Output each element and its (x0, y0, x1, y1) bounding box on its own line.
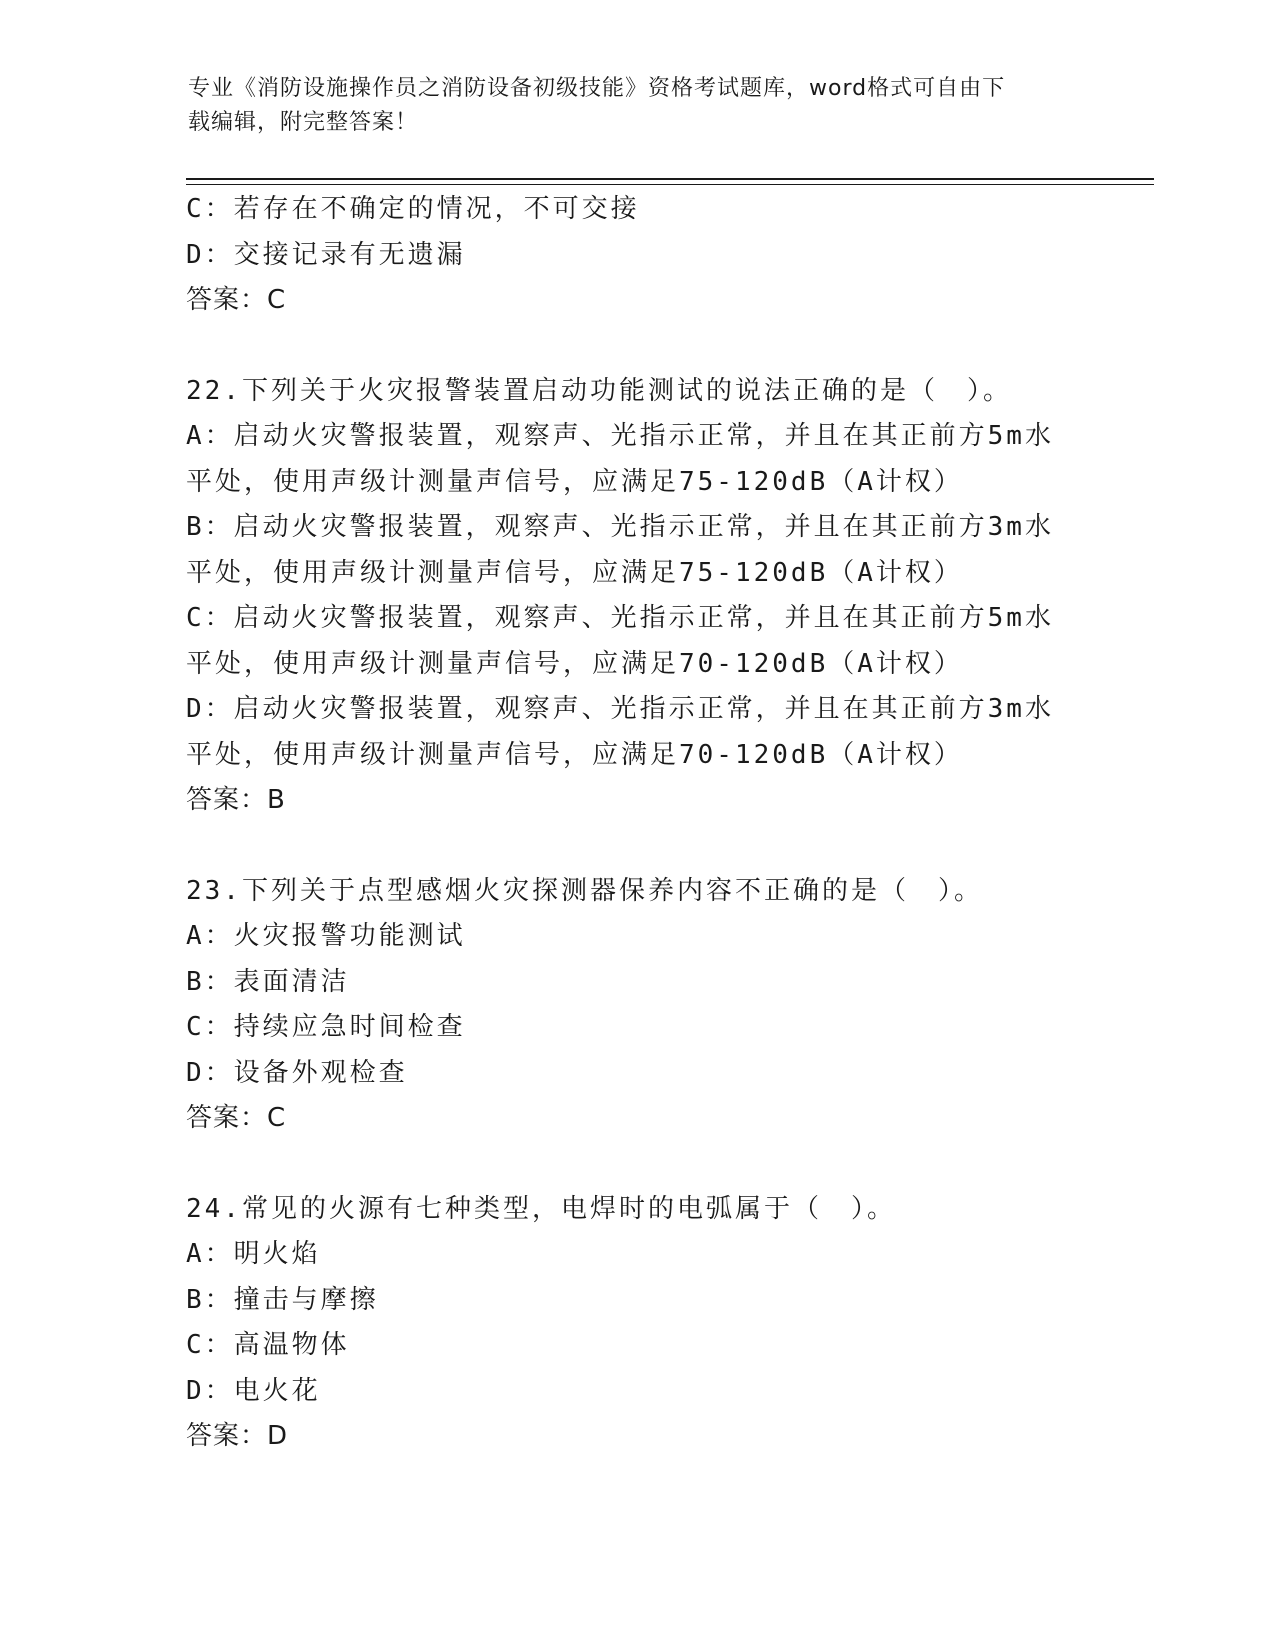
option-a (186, 414, 1086, 505)
answer-line: 答案：C (186, 285, 287, 315)
option-text: 平处，使用声级计测量声信号，应满足70-120dB（A计权） (186, 739, 963, 770)
answer-line: 答案：B (186, 785, 286, 815)
question-content (186, 187, 1086, 1460)
answer-line: 答案：D (186, 1421, 289, 1451)
option-c: C：若存在不确定的情况，不可交接 (186, 194, 640, 224)
header-rule-thick (186, 178, 1154, 180)
option-text: 平处，使用声级计测量声信号，应满足75-120dB（A计权） (186, 557, 963, 588)
option-text: C：启动火灾警报装置，观察声、光指示正常，并且在其正前方5m水 (186, 603, 1054, 633)
option-text: 平处，使用声级计测量声信号，应满足70-120dB（A计权） (186, 648, 963, 679)
option-c (186, 596, 1086, 687)
header-line-2: 载编辑，附完整答案！ (188, 110, 419, 135)
option-a: A：明火焰 (186, 1239, 321, 1269)
option-text: 平处，使用声级计测量声信号，应满足75-120dB（A计权） (186, 466, 963, 497)
document-header (188, 72, 1088, 140)
option-text: A：启动火灾警报装置，观察声、光指示正常，并且在其正前方5m水 (186, 421, 1054, 451)
option-text: B：启动火灾警报装置，观察声、光指示正常，并且在其正前方3m水 (186, 512, 1054, 542)
option-a: A：火灾报警功能测试 (186, 921, 466, 951)
option-d: D：设备外观检查 (186, 1057, 408, 1088)
option-d: D：交接记录有无遗漏 (186, 239, 466, 270)
question-22 (186, 369, 1086, 824)
answer-line: 答案：C (186, 1103, 287, 1133)
option-text: D：启动火灾警报装置，观察声、光指示正常，并且在其正前方3m水 (186, 694, 1054, 724)
option-c: C：高温物体 (186, 1330, 350, 1360)
option-c: C：持续应急时间检查 (186, 1012, 466, 1042)
option-b: B：表面清洁 (186, 966, 350, 997)
option-b: B：撞击与摩擦 (186, 1284, 379, 1315)
header-line-1: 专业《消防设施操作员之消防设备初级技能》资格考试题库，word格式可自由下 (188, 76, 1006, 101)
option-b (186, 505, 1086, 596)
question-stem: 22.下列关于火灾报警装置启动功能测试的说法正确的是（ ）。 (186, 375, 1012, 406)
question-23 (186, 869, 1086, 1142)
question-stem: 23.下列关于点型感烟火灾探测器保养内容不正确的是（ ）。 (186, 875, 983, 906)
option-d: D：电火花 (186, 1375, 321, 1406)
question-stem: 24.常见的火源有七种类型，电焊时的电弧属于（ ）。 (186, 1193, 896, 1224)
prev-question-block (186, 187, 1086, 324)
header-rule-thin (186, 184, 1154, 185)
question-24 (186, 1187, 1086, 1460)
option-d (186, 687, 1086, 778)
